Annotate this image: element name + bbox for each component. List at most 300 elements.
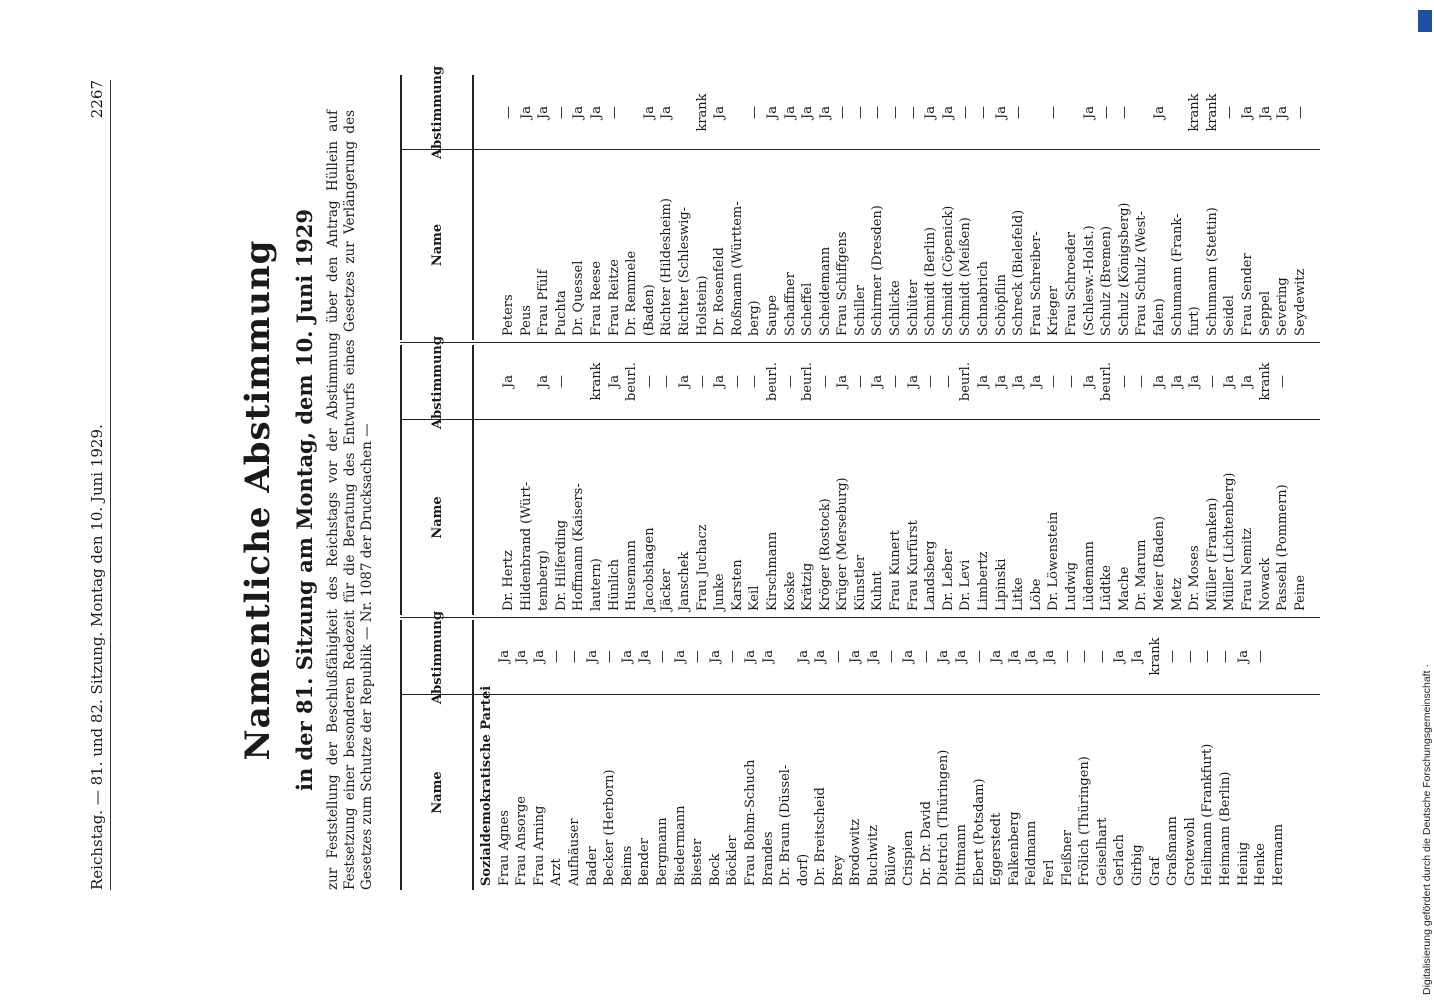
vote-value: Ja: [905, 375, 921, 388]
member-name: Holstein): [694, 275, 710, 336]
vote-value: Ja: [795, 650, 811, 663]
member-name: Müller (Lichtenberg): [1222, 472, 1238, 611]
vote-value: Ja: [742, 650, 758, 663]
vote-value: Ja: [712, 375, 728, 388]
table-row: [535, 343, 553, 615]
vote-value: Ja: [496, 650, 512, 663]
member-name: Heinig: [1235, 841, 1251, 886]
vote-value: —: [1116, 375, 1132, 388]
member-name: Bülow: [883, 844, 899, 886]
vote-value: —: [782, 375, 798, 388]
table-row: [724, 618, 742, 890]
table-row: [1274, 75, 1292, 340]
table-row: [588, 75, 606, 340]
table-row: [918, 618, 936, 890]
vote-value: Ja: [1006, 650, 1022, 663]
member-name: Saupe: [764, 294, 780, 336]
table-row: [1257, 75, 1275, 340]
vote-value: Ja: [923, 106, 939, 119]
col3-rows: [500, 75, 1309, 340]
vote-value: Ja: [993, 375, 1009, 388]
member-name: Hünlich: [606, 558, 622, 611]
vote-value: —: [641, 375, 657, 388]
table-row: [1252, 618, 1270, 890]
member-name: Limbertz: [976, 551, 992, 611]
table-row: [922, 343, 940, 615]
table-row: [883, 618, 901, 890]
member-name: Frau Schiffgens: [835, 231, 851, 336]
member-name: Frau Arning: [531, 805, 547, 886]
col1-vote-header: Abstimmung: [400, 620, 474, 695]
member-name: Husemann: [624, 540, 640, 611]
table-row: [971, 618, 989, 890]
member-name: temberg): [536, 550, 552, 611]
table-row: [812, 618, 830, 890]
vote-value: —: [747, 106, 763, 119]
member-name: Ebert (Potsdam): [971, 778, 987, 886]
vote-value: —: [690, 650, 706, 663]
table-row: [1257, 343, 1275, 615]
member-name: Lüdtke: [1099, 564, 1115, 611]
table-row: [834, 343, 852, 615]
table-row: [830, 618, 848, 890]
member-name: Landsberg: [923, 540, 939, 611]
member-name: Frau Kurfürst: [905, 520, 921, 611]
member-name: Karsten: [729, 559, 745, 611]
table-row: [975, 75, 993, 340]
vote-value: Ja: [1169, 375, 1185, 388]
table-row: [513, 618, 531, 890]
member-name: Beims: [619, 845, 635, 886]
member-name: Müller (Franken): [1204, 497, 1220, 611]
vote-value: —: [888, 375, 904, 388]
table-row: [689, 618, 707, 890]
table-row: [940, 75, 958, 340]
party-heading: Sozialdemokratische Partei: [479, 685, 494, 886]
member-name: Nowack: [1257, 557, 1273, 611]
dfg-logo: [1418, 10, 1432, 32]
table-row: [694, 75, 712, 340]
vote-value: —: [940, 375, 956, 388]
vote-value: Ja: [989, 650, 1005, 663]
table-row: [817, 343, 835, 615]
member-name: Metz: [1169, 577, 1185, 611]
member-name: Graßmann: [1165, 816, 1181, 886]
member-name: Biester: [690, 838, 706, 886]
table-row: [1023, 618, 1041, 890]
table-row: [900, 618, 918, 890]
member-name: Frölich (Thüringen): [1077, 756, 1093, 886]
table-row: [922, 75, 940, 340]
vote-value: —: [1275, 375, 1291, 388]
table-row: [672, 618, 690, 890]
member-name: Grotewohl: [1182, 817, 1198, 886]
vote-value: Ja: [536, 106, 552, 119]
vote-value: —: [905, 106, 921, 119]
vote-value: Ja: [835, 375, 851, 388]
table-row: [852, 75, 870, 340]
member-name: Schmidt (Berlin): [923, 226, 939, 336]
vote-value: —: [659, 375, 675, 388]
member-name: Dr. Hertz: [501, 550, 516, 611]
header-left-text: Reichstag. — 81. und 82. Sitzung. Montag den 10. Juni 1929.: [88, 424, 106, 890]
vote-value: Ja: [584, 650, 600, 663]
member-name: Gerlach: [1112, 834, 1128, 886]
member-name: Brandes: [760, 831, 776, 886]
vote-value: —: [817, 375, 833, 388]
member-name: Brodowitz: [848, 818, 864, 886]
vote-value: Ja: [866, 650, 882, 663]
table-row: [1292, 343, 1310, 615]
table-row: [658, 343, 676, 615]
table-row: [1270, 618, 1288, 890]
vote-value: Ja: [1081, 375, 1097, 388]
member-name: Roßmann (Württem-: [729, 201, 745, 336]
table-row: [1239, 75, 1257, 340]
member-name: Henke: [1253, 843, 1269, 886]
member-name: Hoffmann (Kaisers-: [571, 483, 587, 611]
vote-value: —: [1059, 650, 1075, 663]
member-name: Schirmer (Dresden): [870, 205, 886, 336]
member-name: Schmidt (Cöpenick): [940, 205, 956, 336]
vote-value: Ja: [514, 650, 530, 663]
vote-value: —: [747, 375, 763, 388]
vote-value: beurl.: [764, 362, 780, 401]
table-row: [1116, 343, 1134, 615]
intro-paragraph: zur Feststellung der Beschlußfähigkeit des Reichstags vor der Abstimmung über den Antrag Hüllein auf Festsetzung einer besonderen Redezeit für die Beratung des Entwurfs eines Gesetzes zur Verlängerung des Gesetzes zum Schutze der Republik — Nr. 1087 der Drucksachen —: [325, 110, 375, 890]
vote-value: Ja: [536, 375, 552, 388]
table-row: [1169, 343, 1187, 615]
vote-value: Ja: [870, 375, 886, 388]
vote-value: Ja: [1081, 106, 1097, 119]
member-name: Dr. Leber: [940, 548, 956, 611]
member-name: Falkenberg: [1006, 811, 1022, 886]
vote-value: Ja: [1112, 650, 1128, 663]
member-name: Dr. Levi: [958, 559, 974, 611]
col1-rows: [478, 618, 1287, 890]
vote-value: Ja: [531, 650, 547, 663]
vote-value: —: [725, 650, 741, 663]
vote-value: —: [1116, 106, 1132, 119]
vote-value: —: [1217, 650, 1233, 663]
vote-value: krank: [1147, 637, 1163, 676]
table-row: [1076, 618, 1094, 890]
vote-value: Ja: [1151, 375, 1167, 388]
table-row: [1239, 343, 1257, 615]
table-row: [1045, 75, 1063, 340]
member-name: Bergmann: [654, 817, 670, 886]
member-name: Seidel: [1222, 295, 1238, 336]
table-row: [799, 343, 817, 615]
table-row: [777, 618, 795, 890]
running-header: [88, 80, 111, 890]
vote-value: —: [852, 375, 868, 388]
table-row: [975, 343, 993, 615]
table-row: [887, 75, 905, 340]
member-name: Koske: [782, 571, 798, 611]
member-name: Janschek: [676, 551, 692, 611]
member-name: Dr. Rosenfeld: [712, 247, 728, 336]
member-name: Dr. Breitscheid: [813, 787, 829, 886]
vote-value: —: [1094, 650, 1110, 663]
vote-value: Ja: [1011, 375, 1027, 388]
vote-value: —: [1292, 106, 1308, 119]
member-name: Frau Nemitz: [1239, 527, 1255, 611]
vote-value: —: [1182, 650, 1198, 663]
vote-value: —: [694, 375, 710, 388]
table-row: [1063, 75, 1081, 340]
vote-value: —: [1077, 650, 1093, 663]
vote-value: Ja: [707, 650, 723, 663]
table-row: [869, 75, 887, 340]
vote-value: Ja: [901, 650, 917, 663]
col2-vote-header: Abstimmung: [400, 345, 474, 420]
table-row: [1164, 618, 1182, 890]
member-name: falen): [1151, 298, 1167, 336]
vote-value: Ja: [1239, 375, 1255, 388]
table-row: [1028, 343, 1046, 615]
table-row: [1147, 618, 1165, 890]
member-name: Biedermann: [672, 805, 688, 886]
col3-vote-header: Abstimmung: [400, 75, 474, 150]
table-row: [623, 343, 641, 615]
member-name: Arzt: [549, 858, 565, 886]
vote-value: krank: [1187, 93, 1203, 132]
table-row: [940, 343, 958, 615]
table-row: [1204, 343, 1222, 615]
member-name: Frau Juchacz: [694, 524, 710, 611]
table-row: [500, 343, 518, 615]
vote-value: Ja: [606, 375, 622, 388]
member-name: Heilmann (Frankfurt): [1200, 743, 1216, 886]
document-subtitle: in der 81. Sitzung am Montag, dem 10. Juni 1929: [292, 208, 317, 792]
member-name: Kröger (Rostock): [817, 498, 833, 611]
col2-name-header: Name: [400, 420, 474, 615]
member-name: Bader: [584, 846, 600, 886]
table-row: [1186, 75, 1204, 340]
member-name: Dr. Remmele: [624, 250, 640, 336]
vote-value: —: [918, 650, 934, 663]
table-row: [658, 75, 676, 340]
table-row: [729, 343, 747, 615]
vote-value: —: [1046, 106, 1062, 119]
vote-value: Ja: [1042, 650, 1057, 663]
member-name: Frau Pfülf: [536, 269, 552, 336]
member-name: Schmidt (Meißen): [958, 217, 974, 336]
vote-value: krank: [694, 93, 710, 132]
member-name: Dittmann: [954, 824, 970, 886]
member-name: Künstler: [852, 554, 868, 611]
vote-value: Ja: [800, 106, 816, 119]
table-row: [1081, 75, 1099, 340]
table-row: [1204, 75, 1222, 340]
member-name: (Baden): [641, 284, 657, 336]
table-row: [518, 343, 536, 615]
vote-value: —: [566, 650, 582, 663]
table-row: [1169, 75, 1187, 340]
table-row: [654, 618, 672, 890]
table-row: [1151, 75, 1169, 340]
member-name: Becker (Herborn): [602, 769, 618, 886]
member-name: Mache: [1116, 566, 1132, 611]
table-row: [496, 618, 514, 890]
vote-value: beurl.: [958, 362, 974, 401]
table-row: [619, 618, 637, 890]
member-name: Scheidemann: [817, 246, 833, 336]
member-name: Peus: [518, 305, 534, 336]
vote-value: Ja: [813, 650, 829, 663]
vote-value: —: [1222, 106, 1238, 119]
table-row: [935, 618, 953, 890]
table-row: [1028, 75, 1046, 340]
table-row: [601, 618, 619, 890]
table-row: [764, 75, 782, 340]
vote-value: Ja: [1028, 375, 1044, 388]
member-name: Scheffel: [800, 282, 816, 336]
table-row: [1059, 618, 1077, 890]
table-row: [760, 618, 778, 890]
vote-value: Ja: [659, 106, 675, 119]
member-name: dorf): [795, 853, 811, 886]
table-row: [782, 75, 800, 340]
table-row: [847, 618, 865, 890]
member-name: Frau Bohm-Schuch: [742, 759, 758, 886]
table-row: [834, 75, 852, 340]
table-row: [1186, 343, 1204, 615]
table-row: [1081, 343, 1099, 615]
vote-value: Ja: [782, 106, 798, 119]
member-name: Crispien: [901, 830, 917, 886]
col3-name-header: Name: [400, 150, 474, 340]
vote-value: —: [1099, 106, 1115, 119]
table-row: [1098, 343, 1116, 615]
vote-value: Ja: [619, 650, 635, 663]
member-name: Dr. Dr. David: [918, 801, 934, 886]
table-row: [1063, 343, 1081, 615]
table-row: [1094, 618, 1112, 890]
member-name: Jacobshagen: [641, 527, 657, 611]
member-name: Löbe: [1028, 578, 1044, 611]
table-row: [584, 618, 602, 890]
member-name: Seppel: [1257, 290, 1273, 336]
table-row: [957, 75, 975, 340]
table-row: [799, 75, 817, 340]
vote-value: Ja: [571, 106, 587, 119]
member-name: Severing: [1275, 277, 1291, 336]
vote-value: —: [830, 650, 846, 663]
col1-name-header: Name: [400, 695, 474, 890]
member-name: Richter (Schleswig-: [676, 206, 692, 336]
table-row: [606, 343, 624, 615]
table-row: [518, 75, 536, 340]
table-row: [1098, 75, 1116, 340]
member-name: Dr. Quessel: [571, 260, 587, 336]
member-name: Peters: [501, 294, 516, 336]
vote-value: —: [1134, 375, 1150, 388]
member-name: Puchta: [553, 290, 569, 336]
table-row: [694, 343, 712, 615]
member-name: Ludwig: [1064, 562, 1079, 611]
table-row: [1199, 618, 1217, 890]
vote-value: Ja: [954, 650, 970, 663]
member-name: Lüdemann: [1081, 541, 1097, 611]
member-name: Dietrich (Thüringen): [936, 749, 952, 886]
document-title: Namentliche Abstimmung: [238, 239, 278, 761]
vote-value: —: [883, 650, 899, 663]
table-row: [531, 618, 549, 890]
member-name: Richter (Hildesheim): [659, 198, 675, 336]
member-name: Krätzig: [800, 562, 816, 611]
vote-value: —: [870, 106, 886, 119]
table-row: [957, 343, 975, 615]
table-row: [606, 75, 624, 340]
vote-value: —: [549, 650, 565, 663]
vote-value: —: [1011, 106, 1027, 119]
table-row: [711, 75, 729, 340]
member-name: Krieger: [1046, 285, 1062, 336]
table-row: [588, 343, 606, 615]
member-name: berg): [747, 300, 763, 336]
table-row: [746, 343, 764, 615]
member-name: Frau Sender: [1239, 253, 1255, 336]
table-row: [887, 343, 905, 615]
table-row: [742, 618, 760, 890]
member-name: Kirschmann: [764, 531, 780, 611]
vote-value: —: [976, 106, 992, 119]
member-name: Lipinski: [993, 558, 1009, 611]
vote-value: —: [553, 375, 569, 388]
member-name: Frau Reitze: [606, 259, 622, 336]
vote-value: —: [1200, 650, 1216, 663]
vote-value: Ja: [760, 650, 776, 663]
table-row: [1221, 343, 1239, 615]
member-name: Hermann: [1270, 823, 1286, 886]
table-row: [570, 75, 588, 340]
table-row: [535, 75, 553, 340]
member-name: Ferl: [1042, 859, 1057, 886]
member-name: Hildenbrand (Würt-: [518, 481, 534, 611]
page-number: 2267: [88, 80, 106, 119]
member-name: Girbig: [1129, 844, 1145, 886]
table-row: [1274, 343, 1292, 615]
member-name: Dr. Moses: [1187, 545, 1203, 611]
table-row: [865, 618, 883, 890]
member-name: Frau Schroeder: [1064, 231, 1079, 336]
member-name: Krüger (Merseburg): [835, 477, 851, 611]
side-credit-text: Digitalisierung gefördert durch die Deutsche Forschungsgemeinschaft ·: [1421, 664, 1433, 995]
member-name: Bender: [637, 838, 653, 886]
member-name: Schlicke: [888, 280, 904, 336]
table-row: [782, 343, 800, 615]
vote-value: —: [1165, 650, 1181, 663]
table-row: [993, 343, 1011, 615]
vote-value: —: [654, 650, 670, 663]
table-row: [1221, 75, 1239, 340]
vote-value: —: [852, 106, 868, 119]
member-name: Schlüter: [905, 279, 921, 336]
vote-value: —: [958, 106, 974, 119]
vote-value: krank: [588, 362, 604, 401]
member-name: Brey: [830, 855, 846, 886]
member-name: Geiselhart: [1094, 817, 1110, 886]
vote-value: Ja: [817, 106, 833, 119]
member-name: lautern): [588, 558, 604, 611]
member-name: Bock: [707, 853, 723, 886]
table-row: [1041, 618, 1059, 890]
vote-value: Ja: [940, 106, 956, 119]
member-name: Fleißner: [1059, 830, 1075, 886]
table-row: [548, 618, 566, 890]
